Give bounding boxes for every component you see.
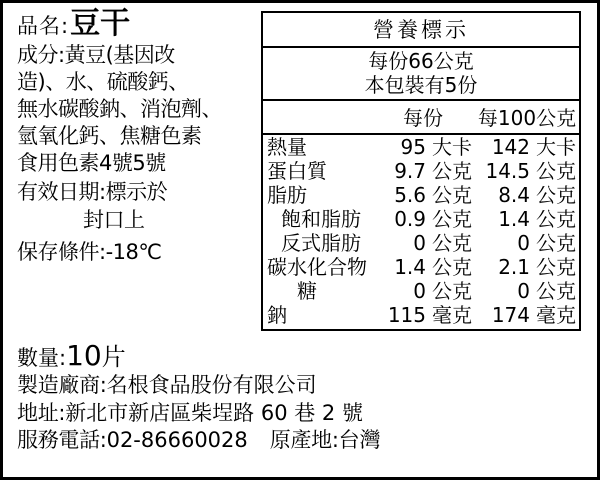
nutrient-per-100g: [475, 159, 579, 183]
nutrient-per-100g: [475, 207, 579, 231]
address-row: [17, 400, 587, 428]
phone-value: 02-86660028: [106, 428, 248, 453]
nutrient-per-serving-unit: 公克: [432, 158, 472, 183]
nutrient-per-serving: [371, 183, 475, 207]
nutrient-per-serving-value: 0: [413, 230, 426, 255]
expiry-block: [17, 179, 267, 234]
manufacturer-info: [17, 337, 587, 455]
nutrient-per-100g-unit: 公克: [536, 230, 576, 255]
nutrient-per-100g: [475, 279, 579, 303]
nutrient-name: 糖: [297, 278, 317, 303]
nutrient-per-100g: [475, 135, 579, 159]
nutrition-title: 營養標示: [263, 13, 579, 48]
nutrient-per-100g: [475, 183, 579, 207]
nutrient-per-100g: [475, 303, 579, 327]
phone-label: 服務電話:: [17, 428, 107, 453]
storage-block: [17, 236, 267, 266]
ingredients-line-5: 食用色素4號5號: [17, 150, 166, 175]
quantity-label: 數量:: [17, 346, 67, 370]
nutrient-per-serving-unit: 公克: [432, 254, 472, 279]
nutrient-per-100g-value: 142: [491, 134, 530, 159]
nutrient-per-serving-unit: 公克: [432, 278, 472, 303]
nutrient-per-serving: [371, 303, 475, 327]
nutrient-name: 蛋白質: [267, 158, 327, 183]
address-label: 地址:: [17, 400, 66, 425]
nutrient-per-serving-value: 95: [400, 134, 426, 159]
storage-label: 保存條件:: [17, 239, 106, 264]
nutrient-per-serving: [371, 279, 475, 303]
nutrient-per-100g: [475, 255, 579, 279]
product-name-value: 豆干: [70, 6, 131, 41]
header-per-100g: 每100公克: [477, 105, 577, 130]
nutrition-row: [263, 183, 579, 207]
nutrition-row: [263, 279, 579, 303]
nutrient-per-100g-value: 8.4: [498, 182, 530, 207]
header-spacer: [263, 102, 371, 131]
nutrition-row: [263, 135, 579, 159]
nutrient-name: 反式脂肪: [281, 230, 361, 255]
nutrient-per-100g-value: 0: [517, 278, 530, 303]
nutrient-per-serving-unit: 公克: [432, 182, 472, 207]
nutrition-row: [263, 159, 579, 183]
origin-value: 台灣: [338, 428, 381, 453]
nutrient-per-100g-unit: 公克: [536, 206, 576, 231]
quantity-unit: 片: [101, 343, 126, 371]
nutrition-column-headers: [263, 99, 579, 135]
nutrition-row: [263, 303, 579, 327]
nutrient-per-100g-value: 2.1: [498, 254, 530, 279]
address-value: 新北市新店區柴埕路 60 巷 2 號: [65, 400, 363, 425]
storage-value: -18℃: [105, 239, 162, 264]
ingredients-label: 成分:: [17, 43, 65, 67]
ingredients-block: [17, 42, 267, 176]
nutrient-name: 熱量: [267, 134, 307, 159]
maker-row: [17, 372, 587, 400]
nutrient-per-100g-unit: 公克: [536, 182, 576, 207]
serving-size: 每份66公克: [368, 49, 474, 73]
nutrient-per-serving-value: 1.4: [394, 254, 426, 279]
phone-origin-row: [17, 427, 587, 455]
nutrient-per-100g-unit: 公克: [536, 158, 576, 183]
nutrient-per-serving-unit: 公克: [432, 206, 472, 231]
nutrient-per-100g: [475, 231, 579, 255]
nutrient-per-100g-unit: 公克: [536, 254, 576, 279]
expiry-value-1: 標示於: [105, 180, 168, 205]
maker-value: 名根食品股份有限公司: [106, 373, 317, 397]
quantity-value: 10: [66, 339, 102, 372]
nutrition-table: [261, 11, 581, 331]
nutrient-per-100g-value: 14.5: [485, 158, 530, 183]
nutrient-per-serving: [371, 255, 475, 279]
expiry-value-2: 封口上: [83, 207, 145, 232]
nutrient-name: 鈉: [267, 302, 287, 327]
header-per-serving: 每份: [403, 105, 443, 130]
nutrition-row: [263, 255, 579, 279]
nutrient-per-serving-value: 115: [387, 302, 426, 327]
nutrition-rows: [263, 135, 579, 327]
nutrient-per-100g-unit: 公克: [536, 278, 576, 303]
nutrition-row: [263, 207, 579, 231]
nutrient-per-serving-unit: 毫克: [432, 302, 472, 327]
nutrient-per-serving-unit: 公克: [432, 230, 472, 255]
origin-group: [270, 427, 381, 455]
nutrition-row: [263, 231, 579, 255]
nutrient-name: 碳水化合物: [267, 254, 367, 279]
ingredients-line-4: 氫氧化鈣、焦糖色素: [17, 123, 202, 148]
servings-per-pack: 本包裝有5份: [364, 73, 478, 98]
nutrient-per-serving-unit: 大卡: [432, 134, 472, 159]
nutrient-per-serving: [371, 231, 475, 255]
nutrient-per-serving: [371, 159, 475, 183]
nutrient-per-serving-value: 0: [413, 278, 426, 303]
nutrient-per-serving: [371, 207, 475, 231]
origin-label: 原產地:: [269, 428, 339, 453]
maker-label: 製造廠商:: [17, 373, 107, 397]
nutrient-per-100g-value: 174: [491, 302, 530, 327]
nutrient-name: 脂肪: [267, 182, 307, 207]
product-name-row: [17, 6, 267, 41]
ingredients-line-2: 造)、水、硫酸鈣、: [17, 69, 189, 94]
nutrition-serving-info: [263, 48, 579, 99]
quantity-row: [17, 337, 587, 372]
ingredients-line-3: 無水碳酸鈉、消泡劑、: [17, 96, 222, 121]
product-name-label: 品名:: [17, 14, 70, 38]
nutrient-per-100g-unit: 大卡: [536, 134, 576, 159]
nutrient-per-serving-value: 0.9: [394, 206, 426, 231]
nutrient-per-100g-value: 1.4: [498, 206, 530, 231]
nutrient-per-100g-value: 0: [517, 230, 530, 255]
nutrient-per-serving-value: 5.6: [394, 182, 426, 207]
phone-group: [17, 427, 248, 455]
ingredients-line-1: 黃豆(基因改: [64, 43, 175, 67]
nutrient-per-serving-value: 9.7: [394, 158, 426, 183]
expiry-label: 有效日期:: [17, 180, 106, 205]
nutrition-bottom-padding: [263, 327, 579, 329]
product-info: [17, 6, 267, 266]
expiry-line-1: [17, 179, 267, 206]
nutrient-per-100g-unit: 毫克: [536, 302, 576, 327]
nutrient-name: 飽和脂肪: [281, 206, 361, 231]
nutrient-per-serving: [371, 135, 475, 159]
